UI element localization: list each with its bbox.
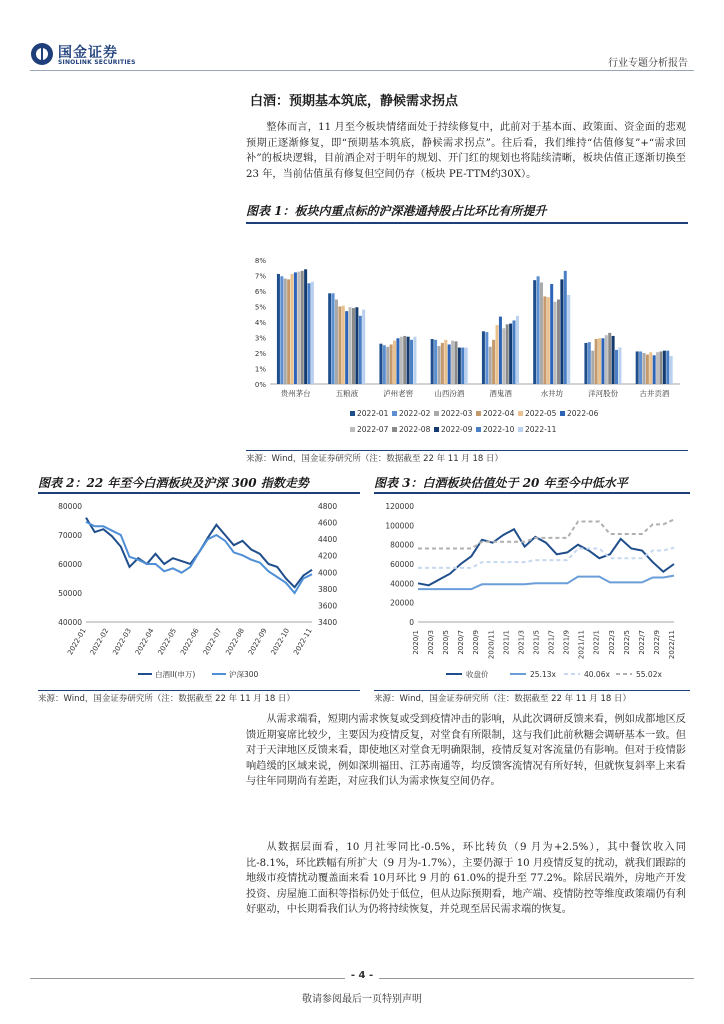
x-tick-label: 2021/7: [547, 630, 556, 655]
x-tick-label: 2022-02: [88, 627, 111, 657]
legend-label: 2022-06: [567, 409, 599, 418]
footer-disclaimer: 敬请参阅最后一页特别声明: [302, 994, 422, 1005]
paragraph-2: 从需求端看，短期内需求恢复或受到疫情冲击的影响，从此次调研反馈来看，例如成都地区反馈近期宴席比较少，主要因为疫情反复，对堂食有所限制，这与我们此前秋糖会调研基本一致。但对于天津地区反馈来看，即使地区对堂食无明确限制，疫情反复对客流量仍有影响。但对于疫情影响趋缓的区域来说，例如深圳福田、江苏南通等，均反馈客流情况有所好转，但就恢复斜率上来看与往年同期尚有差距，对应我们认为需求恢复空间仍存。: [246, 714, 686, 788]
x-tick-label: 2020/1: [412, 630, 420, 655]
bar: [605, 335, 608, 384]
y-tick-label: 2%: [254, 350, 266, 358]
right-y-tick-label: 3800: [318, 584, 338, 594]
bar: [362, 310, 365, 384]
series-line: [418, 576, 674, 590]
legend-label: 2022-11: [525, 425, 557, 434]
bar: [564, 271, 567, 384]
bar: [284, 279, 287, 384]
bar: [496, 325, 499, 384]
bar: [413, 337, 416, 384]
y-tick-label: 0: [409, 618, 414, 627]
y-tick-label: 40000: [390, 579, 414, 589]
bar: [482, 331, 485, 384]
legend-swatch: [560, 411, 565, 416]
bar: [338, 307, 341, 385]
bar: [301, 271, 304, 384]
right-y-tick-label: 4600: [318, 518, 338, 528]
bar: [516, 316, 519, 384]
bar: [342, 306, 345, 384]
bar: [659, 351, 662, 384]
report-type: 行业专题分析报告: [608, 58, 688, 69]
series-line: [86, 522, 312, 593]
x-tick-label: 2022-04: [133, 627, 156, 657]
legend-label: 2022-02: [399, 409, 431, 418]
bar: [608, 333, 611, 384]
bar: [595, 339, 598, 384]
x-tick-label: 2022-08: [224, 627, 246, 657]
bar: [297, 272, 300, 384]
x-tick-label: 2022-01: [66, 627, 88, 657]
bar: [492, 340, 495, 384]
left-y-tick-label: 50000: [58, 589, 82, 598]
legend-swatch: [518, 411, 523, 416]
legend-swatch: [518, 427, 523, 432]
bar: [311, 282, 314, 384]
bar: [533, 280, 536, 384]
bar: [499, 317, 502, 384]
x-tick-label: 2022-09: [246, 627, 269, 657]
bar: [591, 351, 594, 384]
bar: [304, 269, 307, 384]
figure1-bottom-rule: [246, 450, 688, 451]
y-tick-label: 80000: [390, 540, 414, 550]
bar: [345, 311, 348, 384]
bar: [291, 274, 294, 384]
legend-label: 白酒II(申万): [155, 670, 196, 679]
bar: [308, 283, 311, 384]
page-number: - 4 -: [345, 970, 379, 981]
bar: [636, 351, 639, 384]
bar: [588, 342, 591, 384]
x-tick-label: 贵州茅台: [280, 389, 311, 398]
figure3-chart: [374, 496, 690, 686]
right-y-tick-label: 4800: [318, 502, 338, 511]
x-tick-label: 泸州老窖: [383, 389, 414, 398]
x-tick-label: 2021/9: [562, 630, 571, 655]
legend-swatch: [434, 411, 439, 416]
left-y-tick-label: 60000: [58, 560, 82, 569]
right-y-tick-label: 4000: [318, 568, 338, 578]
x-tick-label: 2022/3: [607, 630, 616, 655]
bar: [386, 347, 389, 384]
bar: [461, 348, 464, 384]
bar: [410, 340, 413, 384]
legend-swatch: [476, 411, 481, 416]
legend-label: 2022-01: [357, 409, 389, 418]
legend-label: 2022-05: [525, 409, 557, 418]
bar: [547, 297, 550, 384]
y-tick-label: 120000: [385, 502, 414, 511]
bar: [642, 353, 645, 384]
bar: [454, 341, 457, 384]
bar: [550, 284, 553, 384]
bar: [513, 320, 516, 384]
bar: [352, 308, 355, 384]
x-tick-label: 2022-11: [292, 627, 314, 657]
bar: [465, 348, 468, 384]
legend-swatch: [476, 427, 481, 432]
bar: [328, 293, 331, 384]
right-y-tick-label: 3600: [318, 601, 338, 611]
bar: [407, 337, 410, 384]
bar: [396, 338, 399, 384]
y-tick-label: 1%: [254, 365, 266, 374]
bar: [379, 344, 382, 384]
figure2-top-rule: [38, 492, 360, 494]
bar: [663, 351, 666, 384]
bar: [598, 338, 601, 384]
x-tick-label: 2021/11: [577, 630, 586, 660]
bar: [670, 356, 673, 384]
y-tick-label: 100000: [385, 521, 414, 531]
right-y-tick-label: 3400: [318, 618, 338, 627]
bar: [400, 337, 403, 384]
bar: [448, 344, 451, 384]
x-tick-label: 2021/1: [502, 630, 511, 655]
x-tick-label: 五粮液: [335, 389, 359, 398]
figure3-title: 图表 3：白酒板块估值处于 20 年至今中低水平: [374, 476, 628, 490]
bar: [277, 274, 280, 384]
x-tick-label: 洋河股份: [588, 389, 619, 398]
legend-swatch: [434, 427, 439, 432]
x-tick-label: 2021/3: [517, 630, 526, 655]
legend-label: 2022-03: [441, 409, 473, 418]
bar: [509, 324, 512, 384]
left-y-tick-label: 40000: [58, 618, 82, 627]
legend-swatch: [392, 427, 397, 432]
paragraph-1: 整体而言，11 月至今板块情绪面处于持续修复中，此前对于基本面、政策面、资金面的悲观预期正逐渐修复，即“预期基本筑底，静候需求拐点”。往后看，我们维持“估值修复”+“需求回补”的板块逻辑，目前酒企对于明年的规划、开门红的规划也将陆续清晰，板块估值正逐渐切换至 23 年，当前估值虽有修复但空间仍存（板块 PE-TTM约30X）。: [246, 122, 686, 180]
y-tick-label: 20000: [390, 598, 414, 608]
x-tick-label: 2022/11: [668, 630, 676, 660]
legend-label: 40.06x: [584, 670, 610, 679]
y-tick-label: 5%: [254, 303, 266, 312]
bar: [393, 341, 396, 384]
logo-text-en: SINOLINK SECURITIES: [58, 59, 136, 66]
left-y-tick-label: 70000: [58, 531, 82, 540]
figure3-source: 来源：Wind，国金证券研究所（注：数据截至 22 年 11 月 18 日）: [374, 694, 632, 704]
bar: [540, 282, 543, 384]
bar: [537, 276, 540, 384]
figure1-chart: [246, 248, 688, 448]
bar: [390, 344, 393, 384]
x-tick-label: 2022-07: [201, 627, 224, 657]
x-tick-label: 2022/7: [637, 630, 646, 655]
bar: [646, 355, 649, 384]
bar: [403, 336, 406, 384]
figure1-source: 来源：Wind，国金证券研究所（注：数据截至 22 年 11 月 18 日）: [246, 454, 504, 464]
bar: [287, 279, 290, 384]
series-line: [418, 529, 674, 585]
x-tick-label: 山西汾酒: [434, 389, 465, 398]
bar: [332, 293, 335, 384]
x-tick-label: 古井贡酒: [639, 389, 670, 398]
legend-label: 2022-08: [399, 425, 431, 434]
bar: [359, 316, 362, 384]
x-tick-label: 2022/9: [652, 630, 661, 655]
figure3-bottom-rule: [374, 690, 690, 691]
legend-label: 2022-09: [441, 425, 473, 434]
figure2-source: 来源：Wind，国金证券研究所（注：数据截至 22 年 11 月 18 日）: [38, 694, 296, 704]
legend-label: 25.13x: [530, 670, 556, 679]
x-tick-label: 2021/5: [532, 630, 541, 655]
figure2-bottom-rule: [38, 690, 360, 691]
bar: [441, 343, 444, 384]
x-tick-label: 2020/3: [427, 630, 436, 655]
y-tick-label: 3%: [254, 334, 266, 343]
x-tick-label: 2022-05: [156, 627, 179, 657]
bar: [653, 355, 656, 384]
bar: [567, 295, 570, 384]
bar: [612, 336, 615, 384]
x-tick-label: 2020/5: [442, 630, 451, 655]
y-tick-label: 60000: [390, 560, 414, 569]
bar: [383, 345, 386, 384]
y-tick-label: 0%: [254, 381, 266, 389]
bar: [601, 338, 604, 384]
bar: [451, 341, 454, 384]
bar: [294, 272, 297, 384]
bar: [656, 352, 659, 384]
y-tick-label: 4%: [254, 319, 266, 327]
bar: [639, 351, 642, 384]
x-tick-label: 2022/5: [622, 630, 631, 655]
bar: [355, 307, 358, 384]
bar: [615, 350, 618, 384]
x-tick-label: 2022-06: [179, 627, 201, 657]
bar: [584, 343, 587, 384]
header-divider: [30, 70, 694, 71]
figure2-chart: [38, 496, 360, 686]
bar: [502, 328, 505, 384]
logo-text-cn: 国金证券: [58, 45, 118, 61]
x-tick-label: 2020/7: [457, 630, 466, 655]
right-y-tick-label: 4200: [318, 551, 338, 561]
bar: [280, 276, 283, 384]
legend-swatch: [350, 411, 355, 416]
y-tick-label: 6%: [254, 288, 266, 296]
bar: [506, 324, 509, 384]
legend-label: 沪深300: [229, 670, 259, 679]
legend-label: 2022-10: [483, 425, 515, 434]
bar: [335, 300, 338, 384]
legend-label: 2022-07: [357, 425, 389, 434]
bar: [349, 307, 352, 384]
logo-mark-icon: [30, 42, 54, 66]
bar: [431, 339, 434, 384]
legend-swatch: [350, 427, 355, 432]
x-tick-label: 2022-03: [111, 627, 133, 657]
bar: [543, 296, 546, 384]
x-tick-label: 水井坊: [540, 389, 564, 398]
figure3-top-rule: [374, 492, 690, 494]
section-title: 白酒：预期基本筑底，静候需求拐点: [250, 94, 459, 109]
bar: [560, 279, 563, 384]
figure1-title: 图表 1：板块内重点标的沪深港通持股占比环比有所提升: [246, 204, 547, 218]
legend-label: 55.02x: [636, 670, 662, 679]
bar: [649, 352, 652, 384]
company-logo: [30, 40, 140, 72]
bar: [666, 351, 669, 384]
bar: [434, 340, 437, 384]
bar: [437, 346, 440, 384]
left-y-tick-label: 80000: [58, 502, 82, 511]
x-tick-label: 2020/11: [487, 630, 496, 660]
x-tick-label: 2020/9: [472, 630, 481, 655]
x-tick-label: 2022/1: [592, 630, 601, 655]
bar: [557, 300, 560, 384]
legend-label: 收盘价: [466, 670, 489, 679]
bar: [618, 348, 621, 384]
bar: [458, 348, 461, 384]
figure1-top-rule: [246, 222, 688, 224]
bar: [554, 302, 557, 384]
bar: [444, 340, 447, 384]
legend-label: 2022-04: [483, 409, 515, 418]
right-y-tick-label: 4400: [318, 535, 338, 545]
figure2-title: 图表 2：22 年至今白酒板块及沪深 300 指数走势: [38, 476, 309, 490]
bar: [489, 347, 492, 384]
y-tick-label: 8%: [254, 257, 266, 265]
legend-swatch: [392, 411, 397, 416]
bar: [485, 332, 488, 384]
series-line: [418, 548, 674, 568]
x-tick-label: 酒鬼酒: [489, 389, 512, 398]
paragraph-3: 从数据层面看，10 月社零同比-0.5%，环比转负（9 月为+2.5%），其中餐饮收入同比-8.1%，环比跌幅有所扩大（9 月为-1.7%），主要仍源于 10 月疫情反复的扰动，就我们跟踪的地级市疫情扰动覆盖面来看 10月环比 9 月的 61.0%的提升至 77.2%。除居民端外，房地产开发投资、房屋施工面积等指标仍处于低位，但从边际预期看，地产端、疫情防控等维度政策端仍有利好驱动，中长期看我们认为仍将持续恢复，并兑现至居民需求端的恢复。: [246, 842, 686, 916]
x-tick-label: 2022-10: [269, 627, 292, 657]
y-tick-label: 7%: [254, 272, 266, 281]
